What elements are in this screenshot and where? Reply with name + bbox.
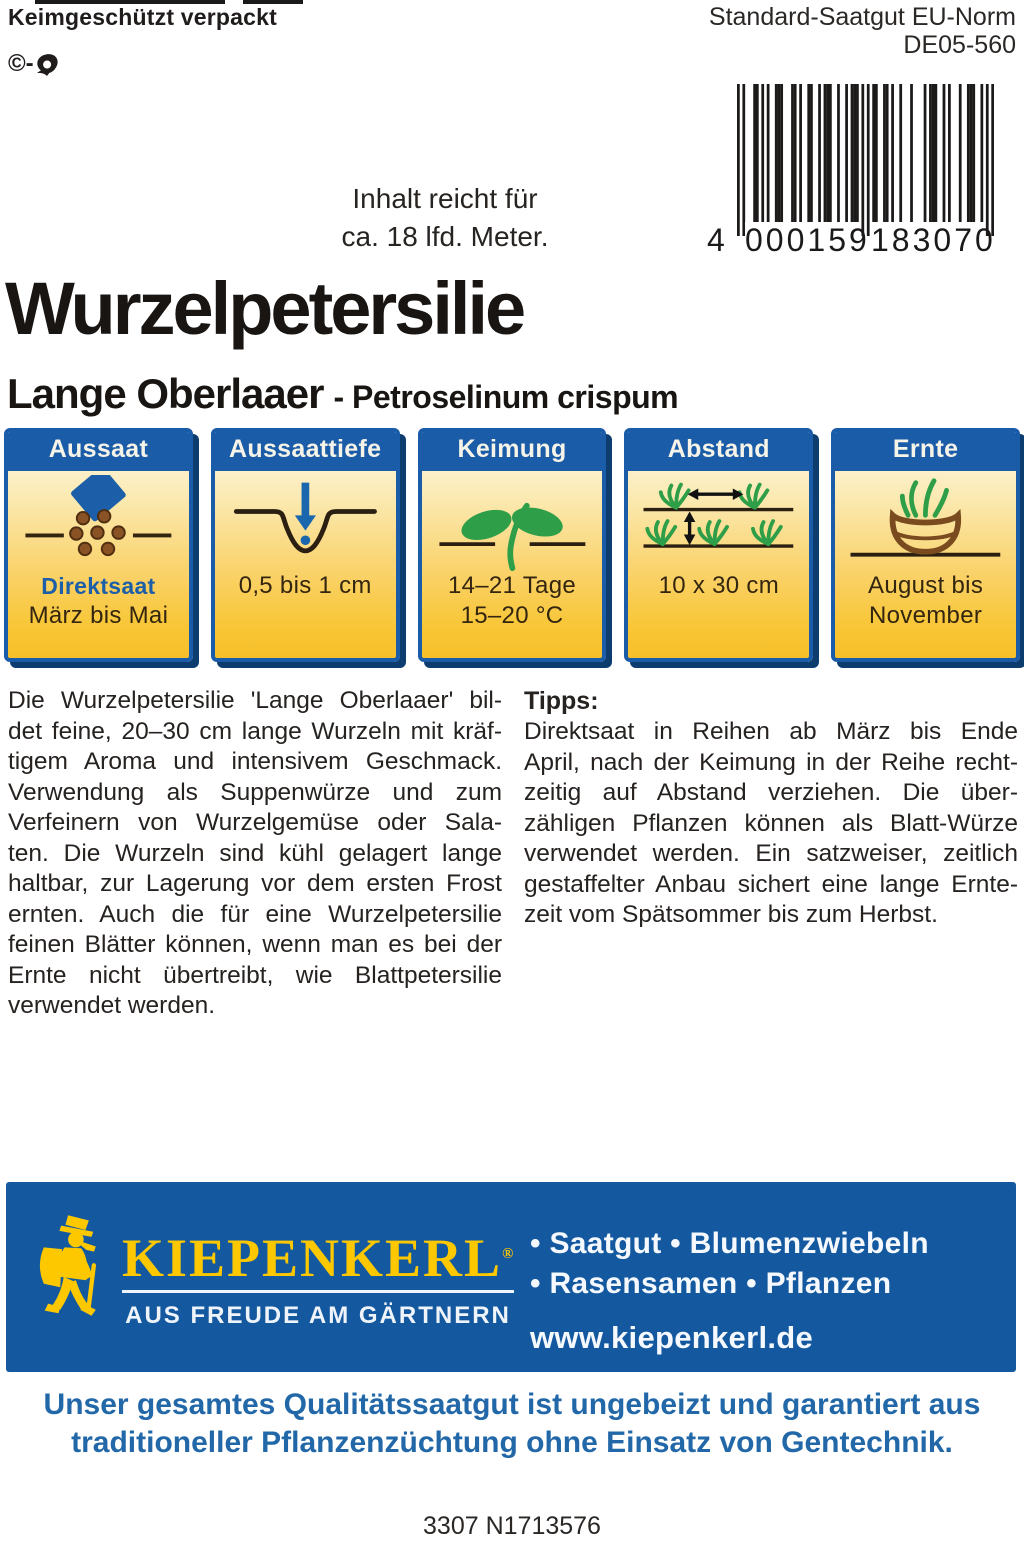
barcode-digit-group2: 183070	[871, 222, 996, 258]
info-box-header: Keimung	[422, 432, 603, 471]
info-box-abstand	[624, 428, 813, 662]
description-columns	[8, 686, 1018, 1022]
content-note	[318, 180, 572, 256]
brand-footer-bar	[6, 1182, 1016, 1372]
assortment-list	[530, 1224, 929, 1356]
variety-subtitle	[7, 370, 678, 418]
info-box-aussaat	[4, 428, 193, 662]
info-box-body	[215, 475, 396, 601]
quality-slogan	[0, 1386, 1024, 1462]
brand-tagline: AUS FREUDE AM GÄRTNERN	[125, 1302, 511, 1329]
quality-slogan-line1: Unser gesamtes Qualitätssaatgut ist ungebeizt und garantiert aus	[43, 1388, 981, 1421]
ean-barcode	[707, 84, 996, 260]
harvest-bowl-icon	[835, 475, 1016, 571]
kiepenkerl-man-icon	[36, 1206, 114, 1332]
copyright-mark-text: ©-	[8, 50, 34, 77]
info-box-header: Aussaattiefe	[215, 432, 396, 471]
brand-name	[122, 1226, 514, 1286]
info-box-value: August bis	[868, 572, 984, 599]
batch-code: 3307 N1713576	[423, 1512, 601, 1540]
info-box-body	[835, 475, 1016, 631]
plant-spacing-icon	[628, 475, 809, 571]
barcode-bars	[737, 84, 994, 236]
tips-heading: Tipps:	[524, 687, 599, 715]
info-box-value: 10 x 30 cm	[658, 572, 779, 599]
barcode-digit-group1: 000159	[745, 222, 870, 258]
product-title: Wurzelpetersilie	[5, 267, 524, 350]
barcode-digit-first: 4	[707, 222, 725, 258]
brand-wordmark	[122, 1226, 514, 1330]
description-text: Die Wurzelpetersilie 'Lange Oberlaaer' bil- det feine, 20–30 cm lange Wurzeln mit kräf- tigem Aroma und intensivem Geschmack. Verwendung als Suppenwürze und zum Verfeinern von Wurzelgemüse oder Sala- ten. Die Wurzeln sind kühl gelagert lange haltbar, zur Lagerung vor dem ersten Frost ernten. Auch die für eine Wurzelpetersilie feinen Blätter können, wenn man es bei der Ernte nicht übertreibt, wie Blattpetersilie verwendet werden.	[8, 687, 502, 1019]
website-url: www.kiepenkerl.de	[530, 1320, 814, 1355]
barcode-digits	[707, 220, 996, 260]
info-box-aussaattiefe	[211, 428, 400, 662]
content-note-line2: ca. 18 lfd. Meter.	[341, 221, 549, 252]
info-box-body	[628, 475, 809, 601]
recycle-mark-icon	[34, 51, 64, 77]
seed-sowing-icon	[8, 475, 189, 571]
norm-block	[709, 3, 1016, 59]
germination-sprout-icon	[422, 475, 603, 571]
info-box-header: Aussaat	[8, 432, 189, 471]
info-box-keimung	[418, 428, 607, 662]
info-box-value: 14–21 Tage	[447, 572, 576, 599]
info-box-value: 0,5 bis 1 cm	[238, 572, 372, 599]
info-box-ernte	[831, 428, 1020, 662]
protect-heading: Keimgeschützt verpackt	[8, 4, 277, 30]
norm-line1: Standard-Saatgut EU-Norm	[708, 3, 1016, 31]
sowing-depth-icon	[215, 475, 396, 571]
info-box-header: Ernte	[835, 432, 1016, 471]
registered-mark: ®	[502, 1246, 514, 1262]
info-box-value-primary: Direktsaat	[41, 573, 156, 599]
info-box-body	[422, 475, 603, 631]
brand-block	[36, 1200, 514, 1332]
info-box-body	[8, 475, 189, 631]
copyright-recycle-row	[8, 50, 64, 78]
assortment-line1: • Saatgut • Blumenzwiebeln	[530, 1227, 929, 1260]
info-box-header: Abstand	[628, 432, 809, 471]
assortment-line2: • Rasensamen • Pflanzen	[530, 1267, 892, 1300]
botanical-name: - Petroselinum crispum	[333, 379, 679, 415]
content-note-line1: Inhalt reicht für	[352, 183, 538, 214]
tips-text: Direktsaat in Reihen ab März bis Ende April, nach der Keimung in der Reihe recht- zeitig auf Abstand verziehen. Die über- zähligen Pflanzen können als Blatt-Würze verwendet werden. Ein satzweiser, zeitlich gestaffelter Anbau sichert eine lange Ernte- zeit vom Spätsommer bis zum Herbst.	[524, 718, 1018, 928]
info-box-row	[4, 428, 1020, 662]
quality-slogan-line2: traditioneller Pflanzenzüchtung ohne Einsatz von Gentechnik.	[71, 1426, 953, 1459]
tips-column	[524, 686, 1018, 1022]
variety-name: Lange Oberlaaer	[7, 370, 324, 417]
norm-line2: DE05-560	[903, 31, 1016, 59]
info-box-value2: 15–20 °C	[460, 602, 564, 629]
brand-name-text: KIEPENKERL	[122, 1228, 503, 1288]
info-box-value: März bis Mai	[28, 602, 169, 629]
brand-rule	[122, 1290, 514, 1293]
info-box-value2: November	[869, 602, 983, 629]
